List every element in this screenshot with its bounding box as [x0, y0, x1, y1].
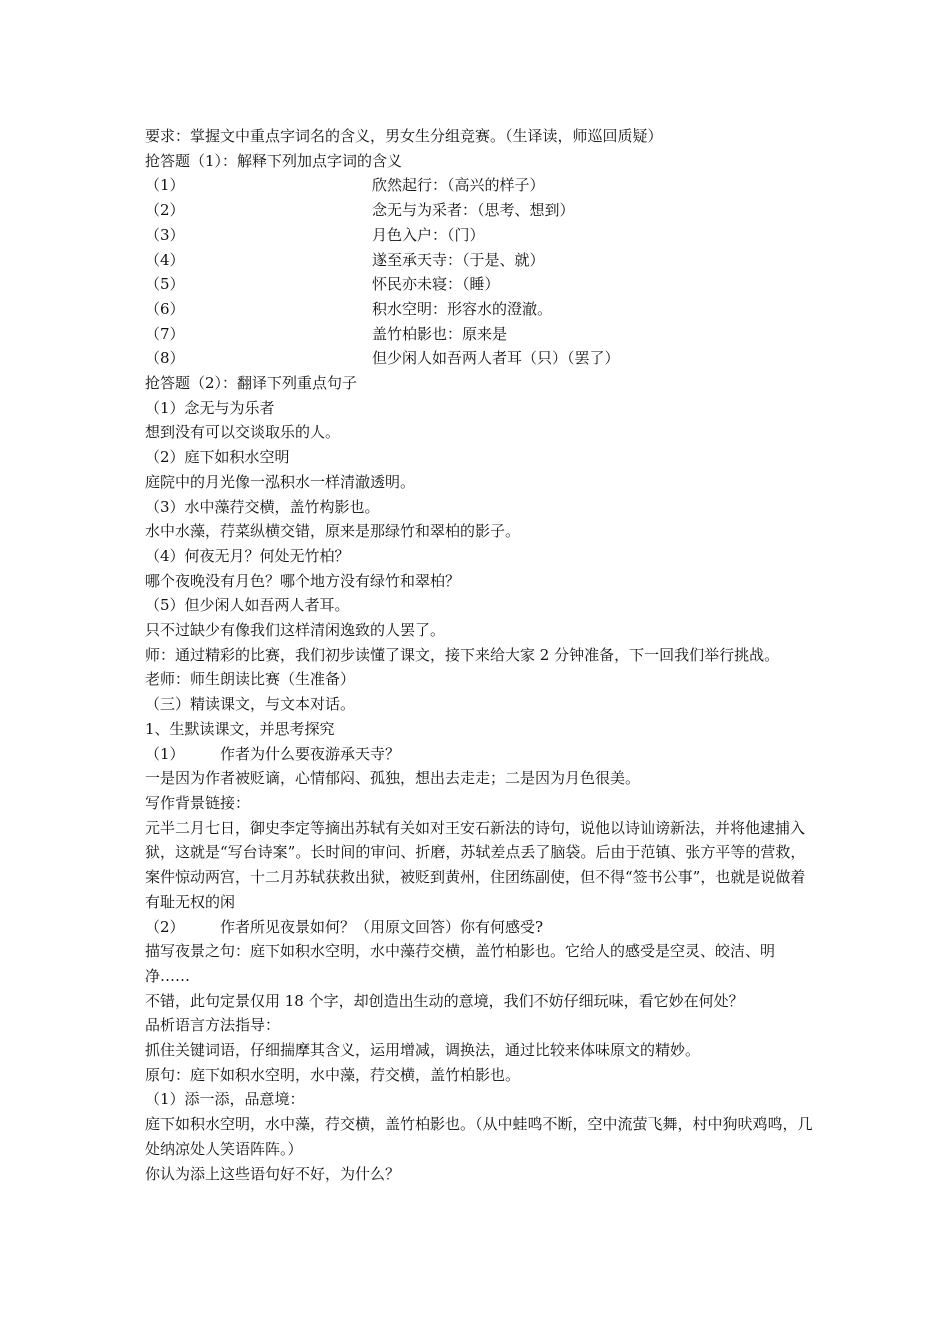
- question-number: （1）: [145, 744, 185, 763]
- teacher-paragraph: 师：通过精彩的比赛，我们初步读懂了课文，接下来给大家 2 分钟准备，下一回我们举行挑战。: [145, 645, 780, 664]
- section-heading: （三）精读课文，与文本对话。: [145, 695, 356, 714]
- requirement-line: 要求：掌握文中重点字词名的含义，男女生分组竞赛。（生译读，师巡回质疑）: [145, 127, 663, 145]
- comment-line: 不错，此句定景仅用 18 个字，却创造出生动的意境，我们不妨仔细玩味，看它妙在何处？: [145, 991, 744, 1010]
- vocab-text: 盖竹柏影也：原来是: [372, 324, 508, 343]
- vocab-item: [145, 272, 817, 297]
- original-sentence: 原句：庭下如积水空明，水中藻，荇交横，盖竹柏影也。: [145, 1065, 521, 1084]
- vocab-item: [145, 346, 817, 371]
- vocab-number: （1）: [145, 176, 185, 195]
- vocab-text: 积水空明：形容水的澄澈。: [372, 299, 553, 318]
- question-2-answer: 描写夜景之句：庭下如积水空明，水中藻荇交横，盖竹柏影也。它给人的感受是空灵、皎洁、明净……: [145, 942, 776, 985]
- sentence-item: （5）但少闲人如吾两人者耳。: [145, 596, 350, 615]
- vocab-item: [145, 322, 817, 347]
- added-sentence-paragraph: 庭下如积水空明，水中藻，荇交横，盖竹柏影也。（从中蛙鸣不断，空中流萤飞舞，村中狗吠鸡鸣，几处纳凉处人笑语阵阵。）: [145, 1115, 813, 1158]
- method-label: 品析语言方法指导：: [145, 1016, 281, 1035]
- question-text: 作者所见夜景如何？（用原文回答）你有何感受?: [220, 917, 544, 936]
- sentence-translation: 哪个夜晚没有月色？哪个地方没有绿竹和翠柏？: [145, 571, 461, 590]
- vocab-number: （8）: [145, 349, 185, 368]
- exercise-heading: （1）添一添，品意境：: [145, 1090, 305, 1109]
- vocab-text: 念无与为采者：（思考、想到）: [372, 201, 575, 220]
- vocab-text: 欣然起行：（高兴的样子）: [372, 176, 545, 195]
- vocab-number: （7）: [145, 324, 185, 343]
- teacher-line: 老师：师生朗读比赛（生准备）: [145, 670, 356, 689]
- vocab-item: [145, 223, 817, 248]
- vocab-number: （4）: [145, 250, 185, 269]
- vocab-text: 月色入户：（门）: [372, 225, 485, 244]
- question-text: 作者为什么要夜游承天寺？: [220, 744, 401, 763]
- quiz-2-heading: 抢答题（2）：翻译下列重点句子: [145, 374, 358, 393]
- question-number: （2）: [145, 917, 185, 936]
- closing-question: 你认为添上这些语句好不好，为什么？: [145, 1164, 401, 1183]
- vocab-text: 但少闲人如吾两人者耳（只）（罢了）: [372, 349, 620, 368]
- vocab-number: （6）: [145, 299, 185, 318]
- question-2: [145, 915, 817, 940]
- vocab-text: 怀民亦未寝：（睡）: [372, 275, 500, 294]
- vocab-number: （5）: [145, 275, 185, 294]
- sentence-item: （1）念无与为乐者: [145, 398, 275, 417]
- sentence-translation: 想到没有可以交谈取乐的人。: [145, 423, 341, 442]
- quiz-1-heading: 抢答题（1）：解释下列加点字词的含义: [145, 151, 403, 170]
- sentence-translation: 只不过缺少有像我们这样清闲逸致的人罢了。: [145, 621, 446, 640]
- vocab-number: （2）: [145, 201, 185, 220]
- background-label: 写作背景链接：: [145, 793, 251, 812]
- sentence-translation: 水中水藻，荇菜纵横交错，原来是那绿竹和翠柏的影子。: [145, 522, 521, 541]
- method-text: 抓住关键词语，仔细揣摩其含义，运用增减，调换法，通过比较来体味原文的精妙。: [145, 1041, 701, 1060]
- vocab-item: [145, 297, 817, 322]
- document-body: [145, 124, 817, 1186]
- sentence-item: （2）庭下如积水空明: [145, 448, 290, 467]
- question-1-answer: 一是因为作者被贬谪，心情郁闷、孤独，想出去走走；二是因为月色很美。: [145, 769, 641, 788]
- sentence-item: （3）水中藻荇交横，盖竹构影也。: [145, 497, 380, 516]
- vocab-number: （3）: [145, 225, 185, 244]
- vocab-item: [145, 198, 817, 223]
- task-line: 1、生默读课文，并思考探究: [145, 719, 335, 738]
- vocab-item: [145, 173, 817, 198]
- background-paragraph: 元半二月七日，御史李定等摘出苏轼有关如对王安石新法的诗句，说他以诗讪谤新法，并将他逮捕入狱，这就是“写台诗案”。长时间的审问、折磨，苏轼差点丢了脑袋。后由于范镇、张方平等的营救，案件惊动两宫，十二月苏轼获救出狱，被贬到黄州，住团练副使，但不得“签书公事”，也就是说做着有耻无权的闲: [145, 818, 806, 911]
- question-1: [145, 742, 817, 767]
- sentence-translation: 庭院中的月光像一泓积水一样清澈透明。: [145, 472, 416, 491]
- vocab-text: 遂至承天寺：（于是、就）: [372, 250, 545, 269]
- sentence-item: （4）何夜无月？何处无竹柏？: [145, 546, 350, 565]
- vocab-item: [145, 248, 817, 273]
